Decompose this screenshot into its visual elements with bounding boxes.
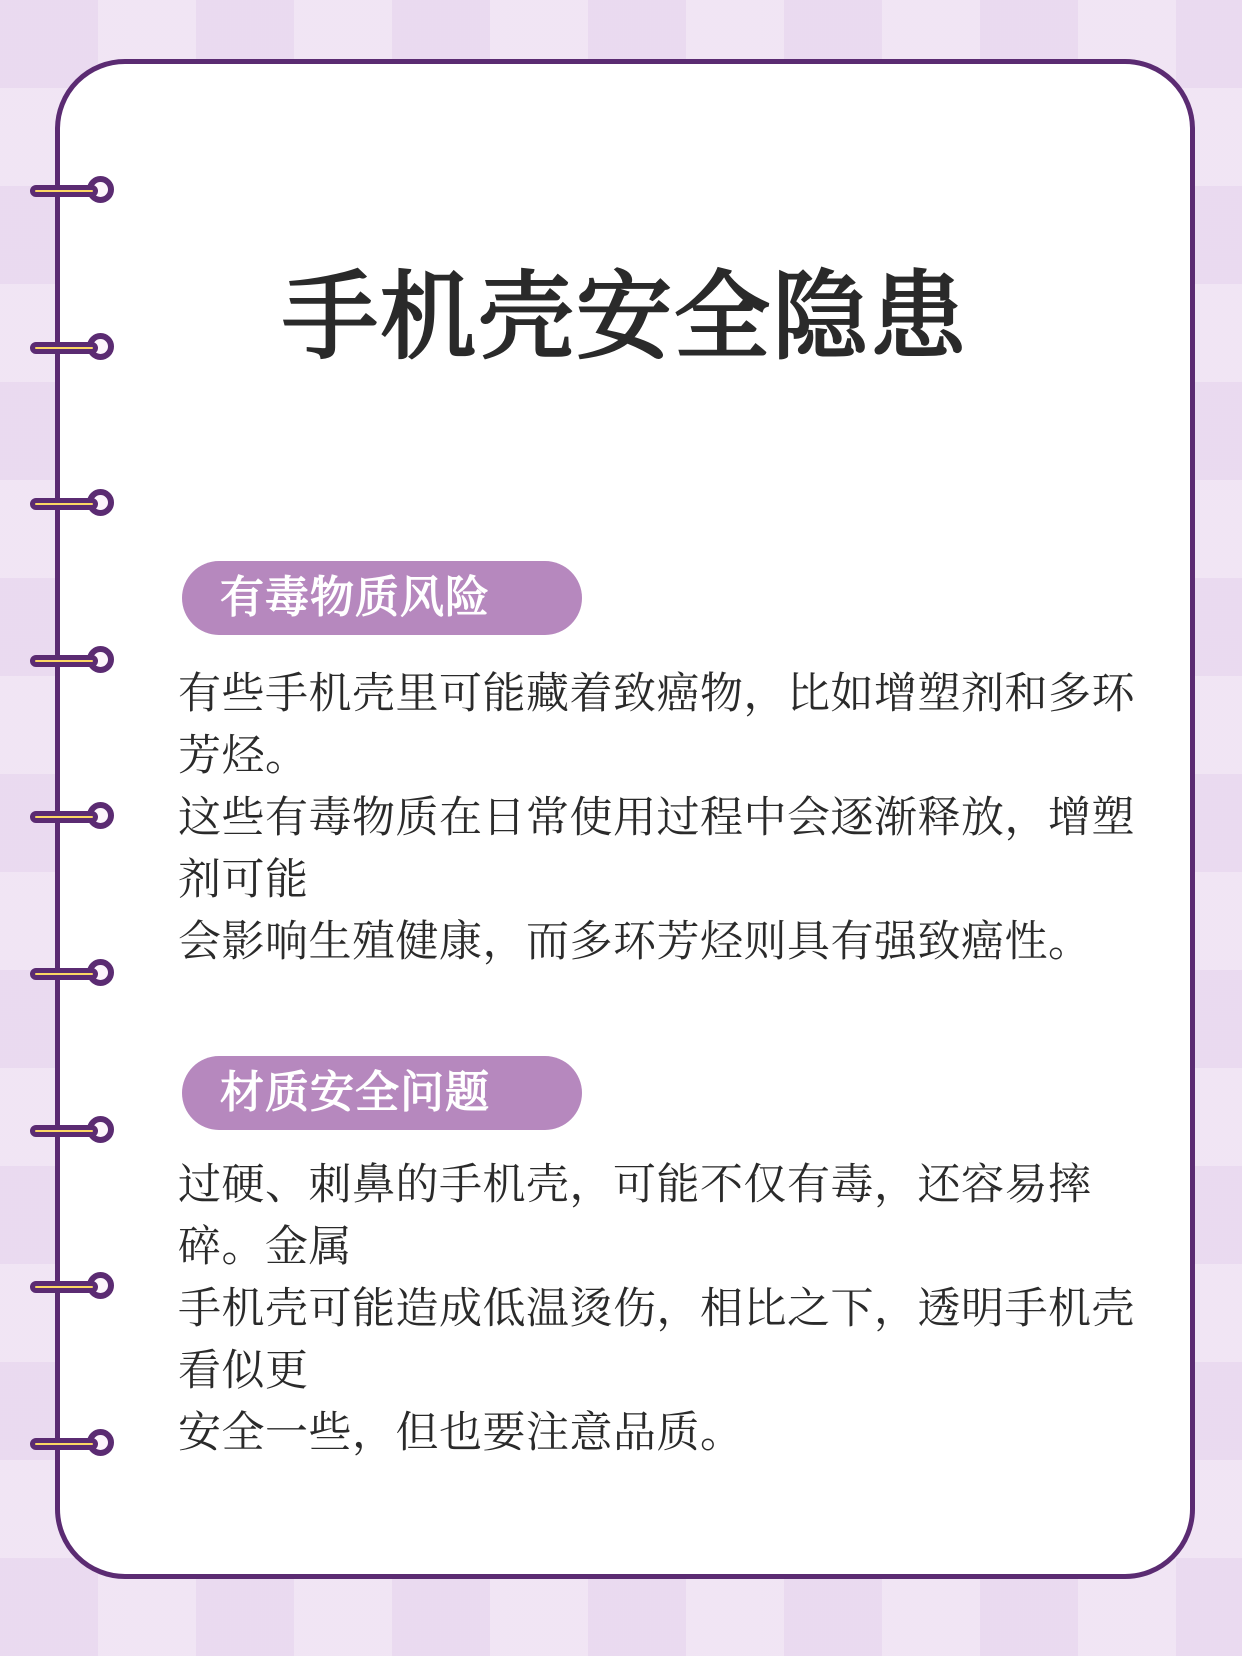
ring-bar-icon [30, 498, 98, 510]
section-body-toxic-risk [178, 663, 1158, 973]
ring-bar-icon [30, 342, 98, 354]
ring-bar-icon [30, 811, 98, 823]
binder-ring-icon [0, 1116, 135, 1156]
binder-ring-icon [0, 802, 135, 842]
binder-ring-icon [0, 176, 135, 216]
ring-bar-icon [30, 968, 98, 980]
binder-ring-icon [0, 959, 135, 999]
ring-bar-icon [30, 1438, 98, 1450]
ring-bar-icon [30, 1281, 98, 1293]
binder-ring-icon [0, 1272, 135, 1312]
binder-ring-icon [0, 489, 135, 529]
ring-bar-icon [30, 185, 98, 197]
ring-bar-icon [30, 655, 98, 667]
body-line: 会影响生殖健康，而多环芳烃则具有强致癌性。 [178, 918, 1092, 966]
body-line: 安全一些，但也要注意品质。 [178, 1409, 744, 1457]
section-heading-toxic-risk [182, 561, 582, 635]
body-line: 这些有毒物质在日常使用过程中会逐渐释放，增塑剂可能 [178, 794, 1135, 904]
ring-bar-icon [30, 1125, 98, 1137]
notebook-card [55, 59, 1195, 1579]
page-title: 手机壳安全隐患 [282, 264, 968, 371]
section-heading-material-safety [182, 1056, 582, 1130]
body-line: 手机壳可能造成低温烫伤，相比之下，透明手机壳看似更 [178, 1285, 1135, 1395]
body-line: 过硬、刺鼻的手机壳，可能不仅有毒，还容易摔碎。金属 [178, 1161, 1092, 1271]
section-heading-label: 材质安全问题 [220, 1068, 490, 1117]
section-body-material-safety [178, 1154, 1158, 1464]
body-line: 有些手机壳里可能藏着致癌物，比如增塑剂和多环芳烃。 [178, 670, 1135, 780]
binder-ring-icon [0, 333, 135, 373]
section-heading-label: 有毒物质风险 [220, 573, 490, 622]
binder-ring-icon [0, 646, 135, 686]
binder-ring-icon [0, 1429, 135, 1469]
